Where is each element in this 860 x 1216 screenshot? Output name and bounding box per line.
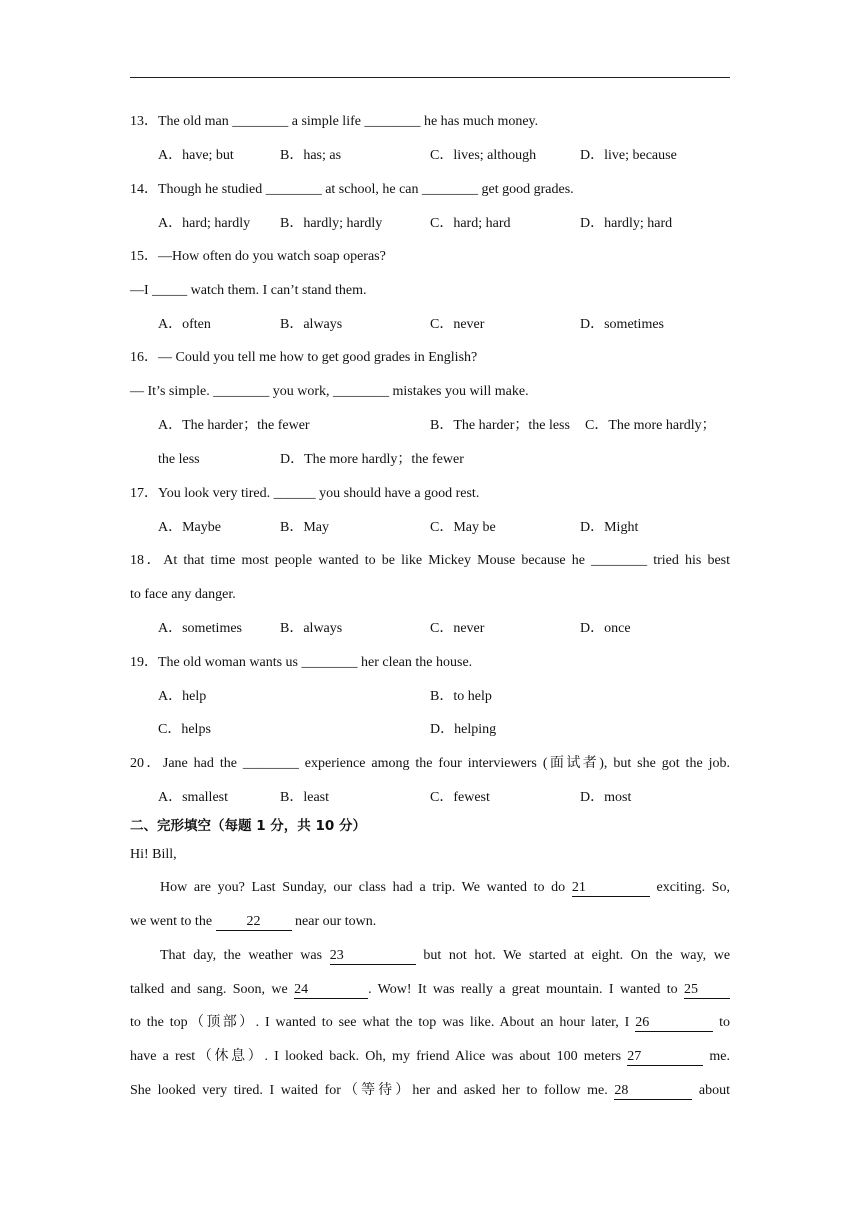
question-19-stem: 19．The old woman wants us ________ her clean the house. bbox=[130, 655, 473, 670]
question-18-option-a: A．sometimes bbox=[158, 621, 242, 636]
question-16-stem: 16．— Could you tell me how to get good grades in English? bbox=[130, 350, 478, 365]
question-13-option-d: D．live; because bbox=[580, 148, 677, 163]
question-20-option-b: B．least bbox=[280, 790, 329, 805]
question-20-option-c: C．fewest bbox=[430, 790, 490, 805]
question-14-option-d: D．hardly; hard bbox=[580, 216, 673, 231]
question-19-option-a: A．help bbox=[158, 689, 207, 704]
blank-25: 25 bbox=[684, 982, 730, 999]
question-19-option-c: C．helps bbox=[158, 722, 211, 737]
blank-26: 26 bbox=[635, 1015, 713, 1032]
question-20-stem: 20．Jane had the ________ experience among the four interviewers (面试者), but she got the job. bbox=[130, 756, 730, 771]
question-15-stem: 15．—How often do you watch soap operas? bbox=[130, 249, 386, 264]
question-16-option-c: C．The more hardly； bbox=[585, 418, 716, 433]
question-18-option-b: B．always bbox=[280, 621, 343, 636]
question-19-option-d: D．helping bbox=[430, 722, 497, 737]
question-13-option-b: B．has; as bbox=[280, 148, 342, 163]
passage-text: How are you? Last Sunday, our class had a trip. We wanted to do bbox=[160, 880, 566, 895]
passage-text: . Wow! It was really a great mountain. I wanted to bbox=[368, 982, 678, 997]
question-13-option-a: A．have; but bbox=[158, 148, 234, 163]
passage-line-2 bbox=[130, 912, 730, 932]
passage-line-5 bbox=[130, 1013, 730, 1033]
question-15-option-d: D．sometimes bbox=[580, 317, 664, 332]
question-18-option-c: C．never bbox=[430, 621, 485, 636]
section-heading-cloze: 二、完形填空（每题 1 分，共 10 分） bbox=[130, 818, 366, 834]
passage-text: have a rest（休息）. I looked back. Oh, my friend Alice was about 100 meters bbox=[130, 1049, 622, 1064]
passage-line-6 bbox=[130, 1047, 730, 1067]
passage-text: near our town. bbox=[295, 914, 377, 929]
blank-21: 21 bbox=[572, 880, 650, 897]
passage-line-3 bbox=[160, 946, 730, 966]
passage-text: exciting. So, bbox=[656, 880, 731, 895]
question-15-option-a: A．often bbox=[158, 317, 211, 332]
question-15-option-c: C．never bbox=[430, 317, 485, 332]
question-13-stem: 13．The old man ________ a simple life ________ he has much money. bbox=[130, 114, 539, 129]
passage-line-7 bbox=[130, 1081, 730, 1101]
passage-text: about bbox=[698, 1083, 731, 1098]
header-rule bbox=[130, 77, 730, 78]
passage-line-4 bbox=[130, 980, 730, 1000]
question-14-option-c: C．hard; hard bbox=[430, 216, 511, 231]
question-18-stem-continued: to face any danger. bbox=[130, 587, 236, 602]
question-17-option-b: B．May bbox=[280, 520, 329, 535]
question-16-option-c-continued: the less bbox=[158, 452, 200, 467]
passage-text: to bbox=[719, 1015, 731, 1030]
question-13-option-c: C．lives; although bbox=[430, 148, 537, 163]
passage-text: That day, the weather was bbox=[160, 948, 323, 963]
question-17-option-c: C．May be bbox=[430, 520, 496, 535]
question-16-option-a: A．The harder；the fewer bbox=[158, 418, 310, 433]
question-19-option-b: B．to help bbox=[430, 689, 492, 704]
blank-24: 24 bbox=[294, 982, 368, 999]
passage-text: we went to the bbox=[130, 914, 213, 929]
question-14-option-a: A．hard; hardly bbox=[158, 216, 251, 231]
passage-text: but not hot. We started at eight. On the way, we bbox=[423, 948, 731, 963]
passage-text: She looked very tired. I waited for（等待）her and asked her to follow me. bbox=[130, 1083, 608, 1098]
question-16-option-b: B．The harder；the less bbox=[430, 418, 570, 433]
question-17-option-d: D．Might bbox=[580, 520, 639, 535]
question-16-option-d: D．The more hardly；the fewer bbox=[280, 452, 464, 467]
question-20-option-d: D．most bbox=[580, 790, 632, 805]
blank-27: 27 bbox=[627, 1049, 703, 1066]
question-15-stem-reply: —I _____ watch them. I can’t stand them. bbox=[130, 283, 367, 298]
letter-greeting: Hi! Bill, bbox=[130, 847, 177, 862]
passage-text: me. bbox=[709, 1049, 731, 1064]
question-18-stem: 18．At that time most people wanted to be like Mickey Mouse because he ________ tried his best bbox=[130, 553, 730, 568]
blank-28: 28 bbox=[614, 1083, 692, 1100]
blank-22: 22 bbox=[216, 914, 292, 931]
question-18-option-d: D．once bbox=[580, 621, 631, 636]
passage-line-1 bbox=[160, 878, 730, 898]
question-17-option-a: A．Maybe bbox=[158, 520, 221, 535]
question-15-option-b: B．always bbox=[280, 317, 343, 332]
question-17-stem: 17．You look very tired. ______ you should have a good rest. bbox=[130, 486, 480, 501]
passage-text: talked and sang. Soon, we bbox=[130, 982, 288, 997]
passage-text: to the top（顶部）. I wanted to see what the top was like. About an hour later, I bbox=[130, 1015, 630, 1030]
question-16-stem-reply: — It’s simple. ________ you work, ________ mistakes you will make. bbox=[130, 384, 529, 399]
question-14-option-b: B．hardly; hardly bbox=[280, 216, 383, 231]
question-14-stem: 14．Though he studied ________ at school, he can ________ get good grades. bbox=[130, 182, 574, 197]
blank-23: 23 bbox=[330, 948, 416, 965]
question-20-option-a: A．smallest bbox=[158, 790, 228, 805]
